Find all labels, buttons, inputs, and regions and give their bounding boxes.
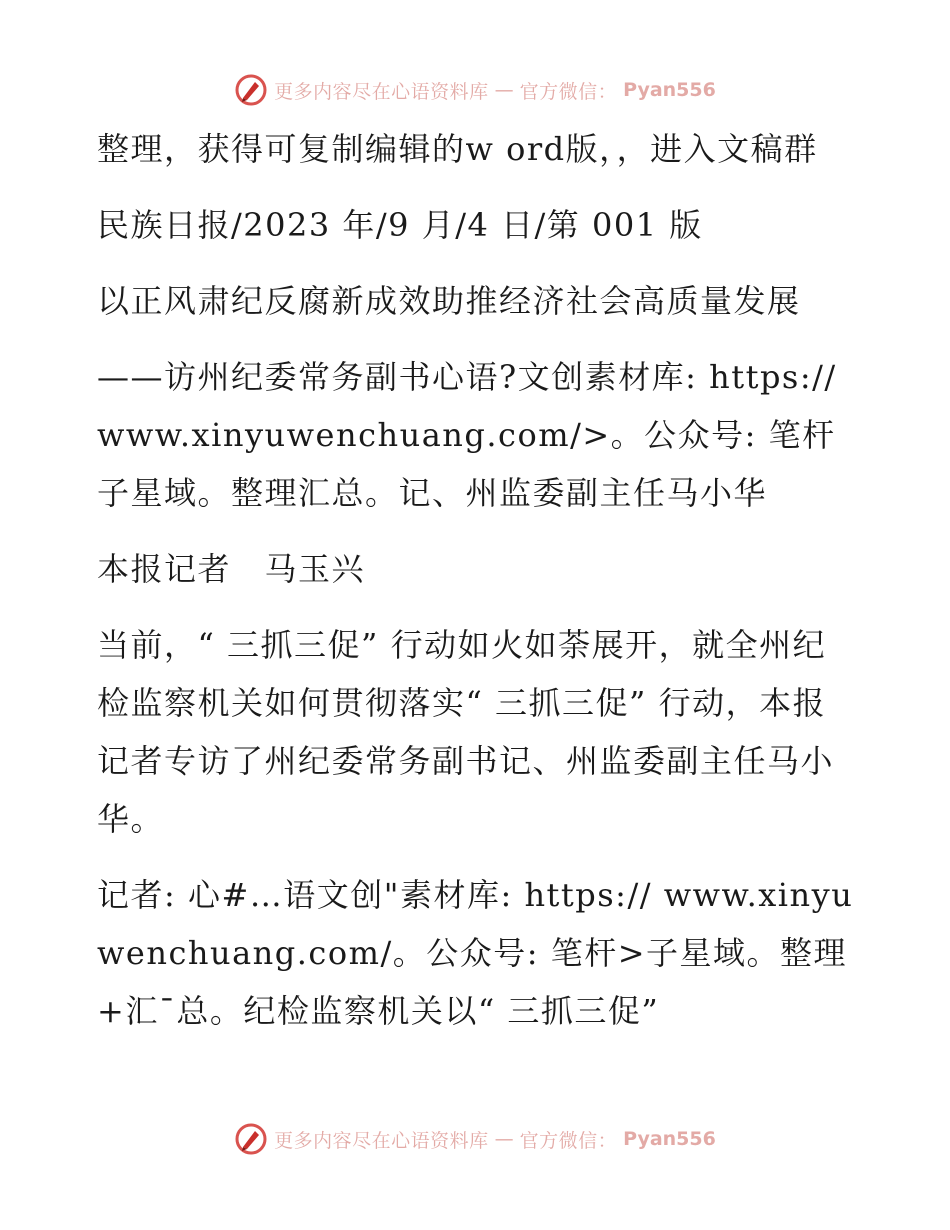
watermark-wechat-label: 官方微信： bbox=[519, 80, 618, 103]
pen-nib-icon bbox=[234, 1122, 268, 1156]
watermark-handle: Pyan556 bbox=[623, 1128, 716, 1150]
pen-nib-icon bbox=[234, 73, 268, 107]
watermark-text: 更多内容尽在心语资料库 bbox=[274, 1129, 489, 1152]
watermark-wechat-label: 官方微信： bbox=[519, 1129, 618, 1152]
header-watermark bbox=[0, 70, 950, 110]
paragraph-source: 民族日报/2023 年/9 月/4 日/第 001 版 bbox=[97, 206, 703, 244]
paragraph-body-2: 记者: 心#…语文创"素材库: https:// www.xinyuwenchuang.com/。公众号: 笔杆>子星域。整理+汇¯总。纪检监察机关以“ 三抓三促” bbox=[97, 876, 854, 1030]
paragraph-intro: 整理，获得可复制编辑的w ord版，，进入文稿群 bbox=[97, 130, 818, 168]
watermark-separator: — bbox=[494, 1128, 514, 1150]
paragraph-body-1: 当前，“ 三抓三促” 行动如火如荼展开，就全州纪检监察机关如何贯彻落实“ 三抓三促” 行动，本报记者专访了州纪委常务副书记、州监委副主任马小华。 bbox=[97, 626, 835, 838]
paragraph-byline: 本报记者 马玉兴 bbox=[97, 550, 366, 588]
document-body bbox=[97, 120, 857, 1058]
footer-watermark bbox=[0, 1119, 950, 1159]
paragraph-subtitle: ——访州纪委常务副书心语?文创素材库: https://www.xinyuwenchuang.com/>。公众号: 笔杆子星域。整理汇总。记、州监委副主任马小华 bbox=[97, 358, 837, 512]
paragraph-title: 以正风肃纪反腐新成效助推经济社会高质量发展 bbox=[97, 282, 801, 320]
watermark-text: 更多内容尽在心语资料库 bbox=[274, 80, 489, 103]
watermark-separator: — bbox=[494, 79, 514, 101]
watermark-handle: Pyan556 bbox=[623, 79, 716, 101]
